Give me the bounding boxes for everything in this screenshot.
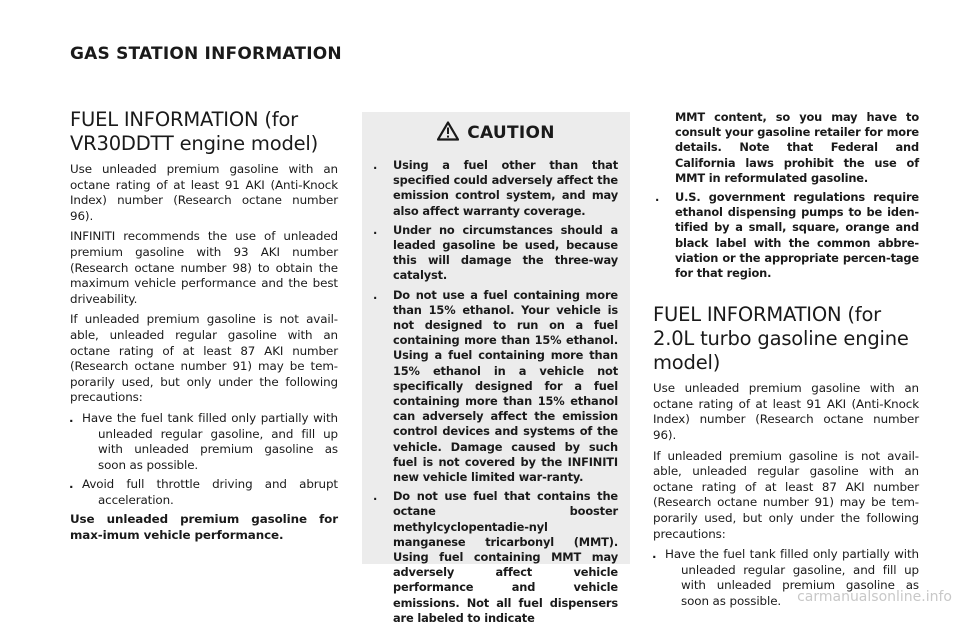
list-item-text: Have the fuel tank filled only partially with unleaded regular gasoline, and fill up with unleaded premium gasoline as soon as possible.: [665, 547, 919, 608]
list-item-text: Using a fuel other than that specified could adversely affect the emission control system, and may also affect warranty coverage.: [393, 158, 618, 218]
list-item: [70, 477, 338, 508]
bullet: .: [373, 222, 378, 237]
caution-box: [362, 112, 630, 625]
list-item: [70, 411, 338, 473]
list-item: [373, 158, 618, 219]
caution-list-continued: [653, 190, 919, 281]
watermark: carmanualsonline.info: [797, 589, 952, 605]
caution-title: CAUTION: [467, 123, 555, 143]
list-item-text: Under no circumstances should a leaded gasoline be used, because this will damage the three-way catalyst.: [393, 222, 618, 283]
bullet: .: [373, 287, 378, 302]
left-column: [70, 108, 338, 549]
paragraph: INFINITI recommends the use of unleaded premium gasoline with 93 AKI number (Research octane number 98) to obtain the maximum vehicle performance and the best driveability.: [70, 229, 338, 306]
list-item: [373, 288, 618, 486]
bullet: .: [69, 477, 74, 492]
section-heading-2-0l: FUEL INFORMATION (for 2.0L turbo gasoline engine model): [653, 303, 909, 375]
list-item-text: Have the fuel tank filled only partially with unleaded regular gasoline, and fill up with unleaded premium gasoline as soon as possible.: [82, 410, 338, 472]
list-item: [373, 489, 618, 626]
paragraph: If unleaded premium gasoline is not avail-able, unleaded regular gasoline with an octane rating of at least 87 AKI number (Research octane number 91) may be tem-porarily used, but only under the following precautions:: [70, 312, 338, 405]
list-item-text: U.S. government regulations require ethanol dispensing pumps to be iden-tified by a small, square, orange and black label with the common abbre-viation or the appropriate percen-tage for that region.: [675, 190, 919, 281]
bullet: .: [69, 410, 74, 425]
list-item-text: Do not use fuel that contains the octane booster methylcyclopentadie-nyl manganese tricarbonyl (MMT). Using fuel containing MMT may adversely affect vehicle performance and vehicle emissions. Not all fuel dispensers are labeled to indicate: [393, 489, 618, 625]
bullet: .: [652, 547, 657, 562]
precautions-list: [70, 411, 338, 509]
caution-continuation: MMT content, so you may have to consult your gasoline retailer for more details. Note that Federal and California laws prohibit the use of MMT in reformulated gasoline.: [675, 110, 919, 185]
list-item-text: Avoid full throttle driving and abrupt acceleration.: [82, 477, 338, 507]
caution-header: [362, 114, 630, 152]
page-title: GAS STATION INFORMATION: [70, 44, 342, 64]
paragraph: If unleaded premium gasoline is not avail-able, unleaded regular gasoline with an octane rating of at least 87 AKI number (Research octane number 91) may be tem-porarily used, but only under the following precautions:: [653, 448, 919, 541]
list-item: [653, 190, 919, 281]
paragraph: Use unleaded premium gasoline with an octane rating of at least 91 AKI (Anti-Knock Index) number (Research octane number 96).: [653, 381, 919, 443]
right-column: [653, 110, 919, 614]
bold-note: Use unleaded premium gasoline for max-imum vehicle performance.: [70, 512, 338, 543]
warning-triangle-icon: [437, 121, 459, 145]
caution-list: [362, 152, 630, 626]
list-item-text: Do not use a fuel containing more than 15% ethanol. Your vehicle is not designed to run on a fuel containing more than 15% ethanol. Using a fuel containing more than 15% ethanol in a vehicle not specifically designed for a fuel containing more than 15% ethanol can adversely affect the emission control devices and systems of the vehicle. Damage caused by such fuel is not covered by the INFINITI new vehicle limited war-ranty.: [393, 287, 618, 485]
bullet: .: [655, 190, 660, 205]
bullet: .: [373, 489, 378, 504]
bullet: .: [373, 158, 378, 172]
section-heading-vr30ddtt: FUEL INFORMATION (for VR30DDTT engine model): [70, 108, 319, 155]
paragraph: Use unleaded premium gasoline with an octane rating of at least 91 AKI (Anti-Knock Index) number (Research octane number 96).: [70, 162, 338, 223]
list-item: [373, 223, 618, 284]
